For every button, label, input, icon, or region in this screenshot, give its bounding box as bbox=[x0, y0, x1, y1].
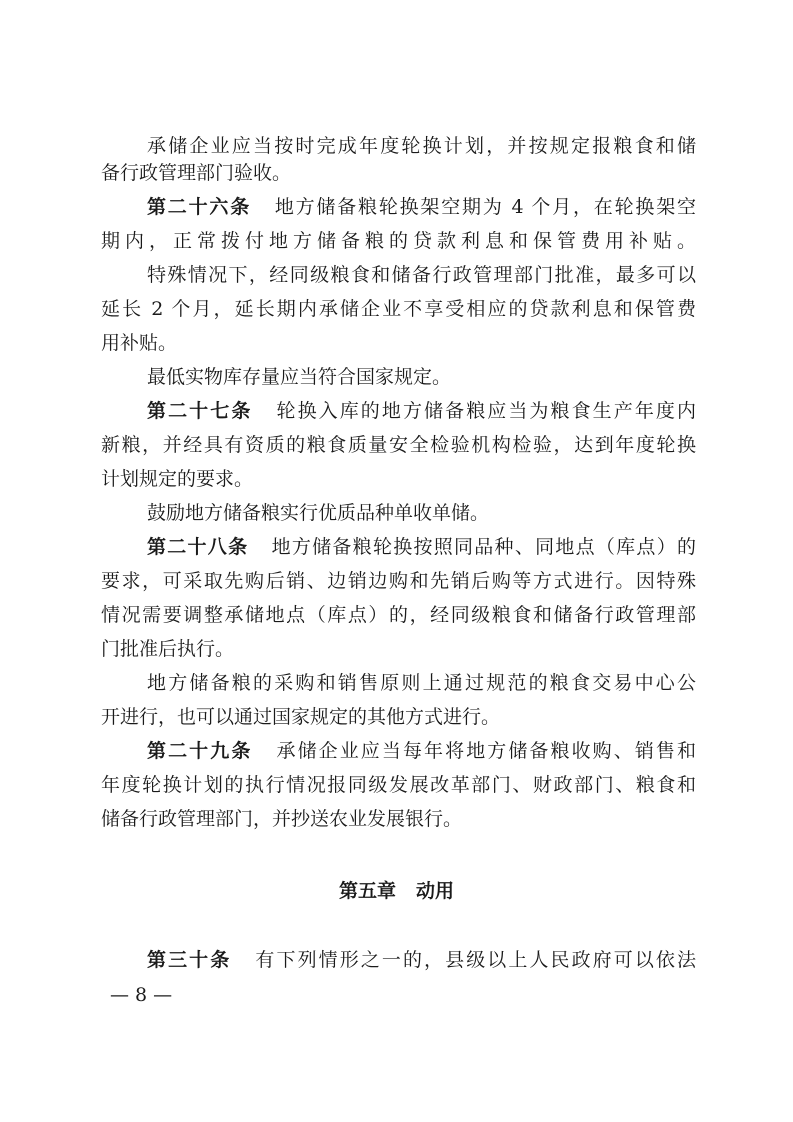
paragraph-line: 鼓励地方储备粮实行优质品种单收单储。 bbox=[147, 502, 490, 524]
article-28-line: 第二十八条 地方储备粮轮换按照同品种、同地点（库点）的 bbox=[147, 536, 696, 558]
paragraph-line: 情况需要调整承储地点（库点）的，经同级粮食和储备行政管理部 bbox=[101, 604, 696, 626]
article-27-line: 第二十七条 轮换入库的地方储备粮应当为粮食生产年度内 bbox=[147, 400, 696, 422]
paragraph-line: 地方储备粮的采购和销售原则上通过规范的粮食交易中心公 bbox=[147, 672, 696, 694]
article-label: 第二十九条 bbox=[147, 740, 253, 762]
article-label: 第二十六条 bbox=[147, 196, 252, 218]
paragraph-line: 年度轮换计划的执行情况报同级发展改革部门、财政部门、粮食和 bbox=[101, 774, 696, 796]
paragraph-line: 要求，可采取先购后销、边销边购和先销后购等方式进行。因特殊 bbox=[101, 570, 696, 592]
chapter-number: 第五章 bbox=[338, 880, 396, 902]
chapter-title: 动用 bbox=[416, 880, 455, 902]
paragraph-line: 特殊情况下，经同级粮食和储备行政管理部门批准，最多可以 bbox=[147, 264, 696, 286]
paragraph-line: 新粮，并经具有资质的粮食质量安全检验机构检验，达到年度轮换 bbox=[101, 434, 696, 456]
page-number: — 8 — bbox=[110, 984, 173, 1006]
paragraph-line: 备行政管理部门验收。 bbox=[101, 162, 292, 184]
chapter-heading bbox=[0, 871, 793, 911]
paragraph-line: 储备行政管理部门，并抄送农业发展银行。 bbox=[101, 808, 463, 830]
article-29-line: 第二十九条 承储企业应当每年将地方储备粮收购、销售和 bbox=[147, 740, 696, 762]
paragraph-line: 门批准后执行。 bbox=[101, 638, 235, 660]
article-label: 第二十八条 bbox=[147, 536, 249, 558]
paragraph-line: 最低实物库存量应当符合国家规定。 bbox=[147, 366, 452, 388]
article-label: 第三十条 bbox=[147, 949, 232, 971]
paragraph-line: 承储企业应当按时完成年度轮换计划，并按规定报粮食和储 bbox=[147, 135, 696, 157]
paragraph-line: 期内，正常拨付地方储备粮的贷款利息和保管费用补贴。 bbox=[101, 230, 696, 252]
paragraph-line: 延长 2 个月，延长期内承储企业不享受相应的贷款利息和保管费 bbox=[101, 298, 696, 320]
article-30-line: 第三十条 有下列情形之一的，县级以上人民政府可以依法 bbox=[147, 949, 696, 971]
article-26-line: 第二十六条 地方储备粮轮换架空期为 4 个月，在轮换架空 bbox=[147, 196, 696, 218]
paragraph-line: 用补贴。 bbox=[101, 332, 178, 354]
article-label: 第二十七条 bbox=[147, 400, 253, 422]
paragraph-line: 计划规定的要求。 bbox=[101, 468, 254, 490]
paragraph-line: 开进行，也可以通过国家规定的其他方式进行。 bbox=[101, 706, 501, 728]
